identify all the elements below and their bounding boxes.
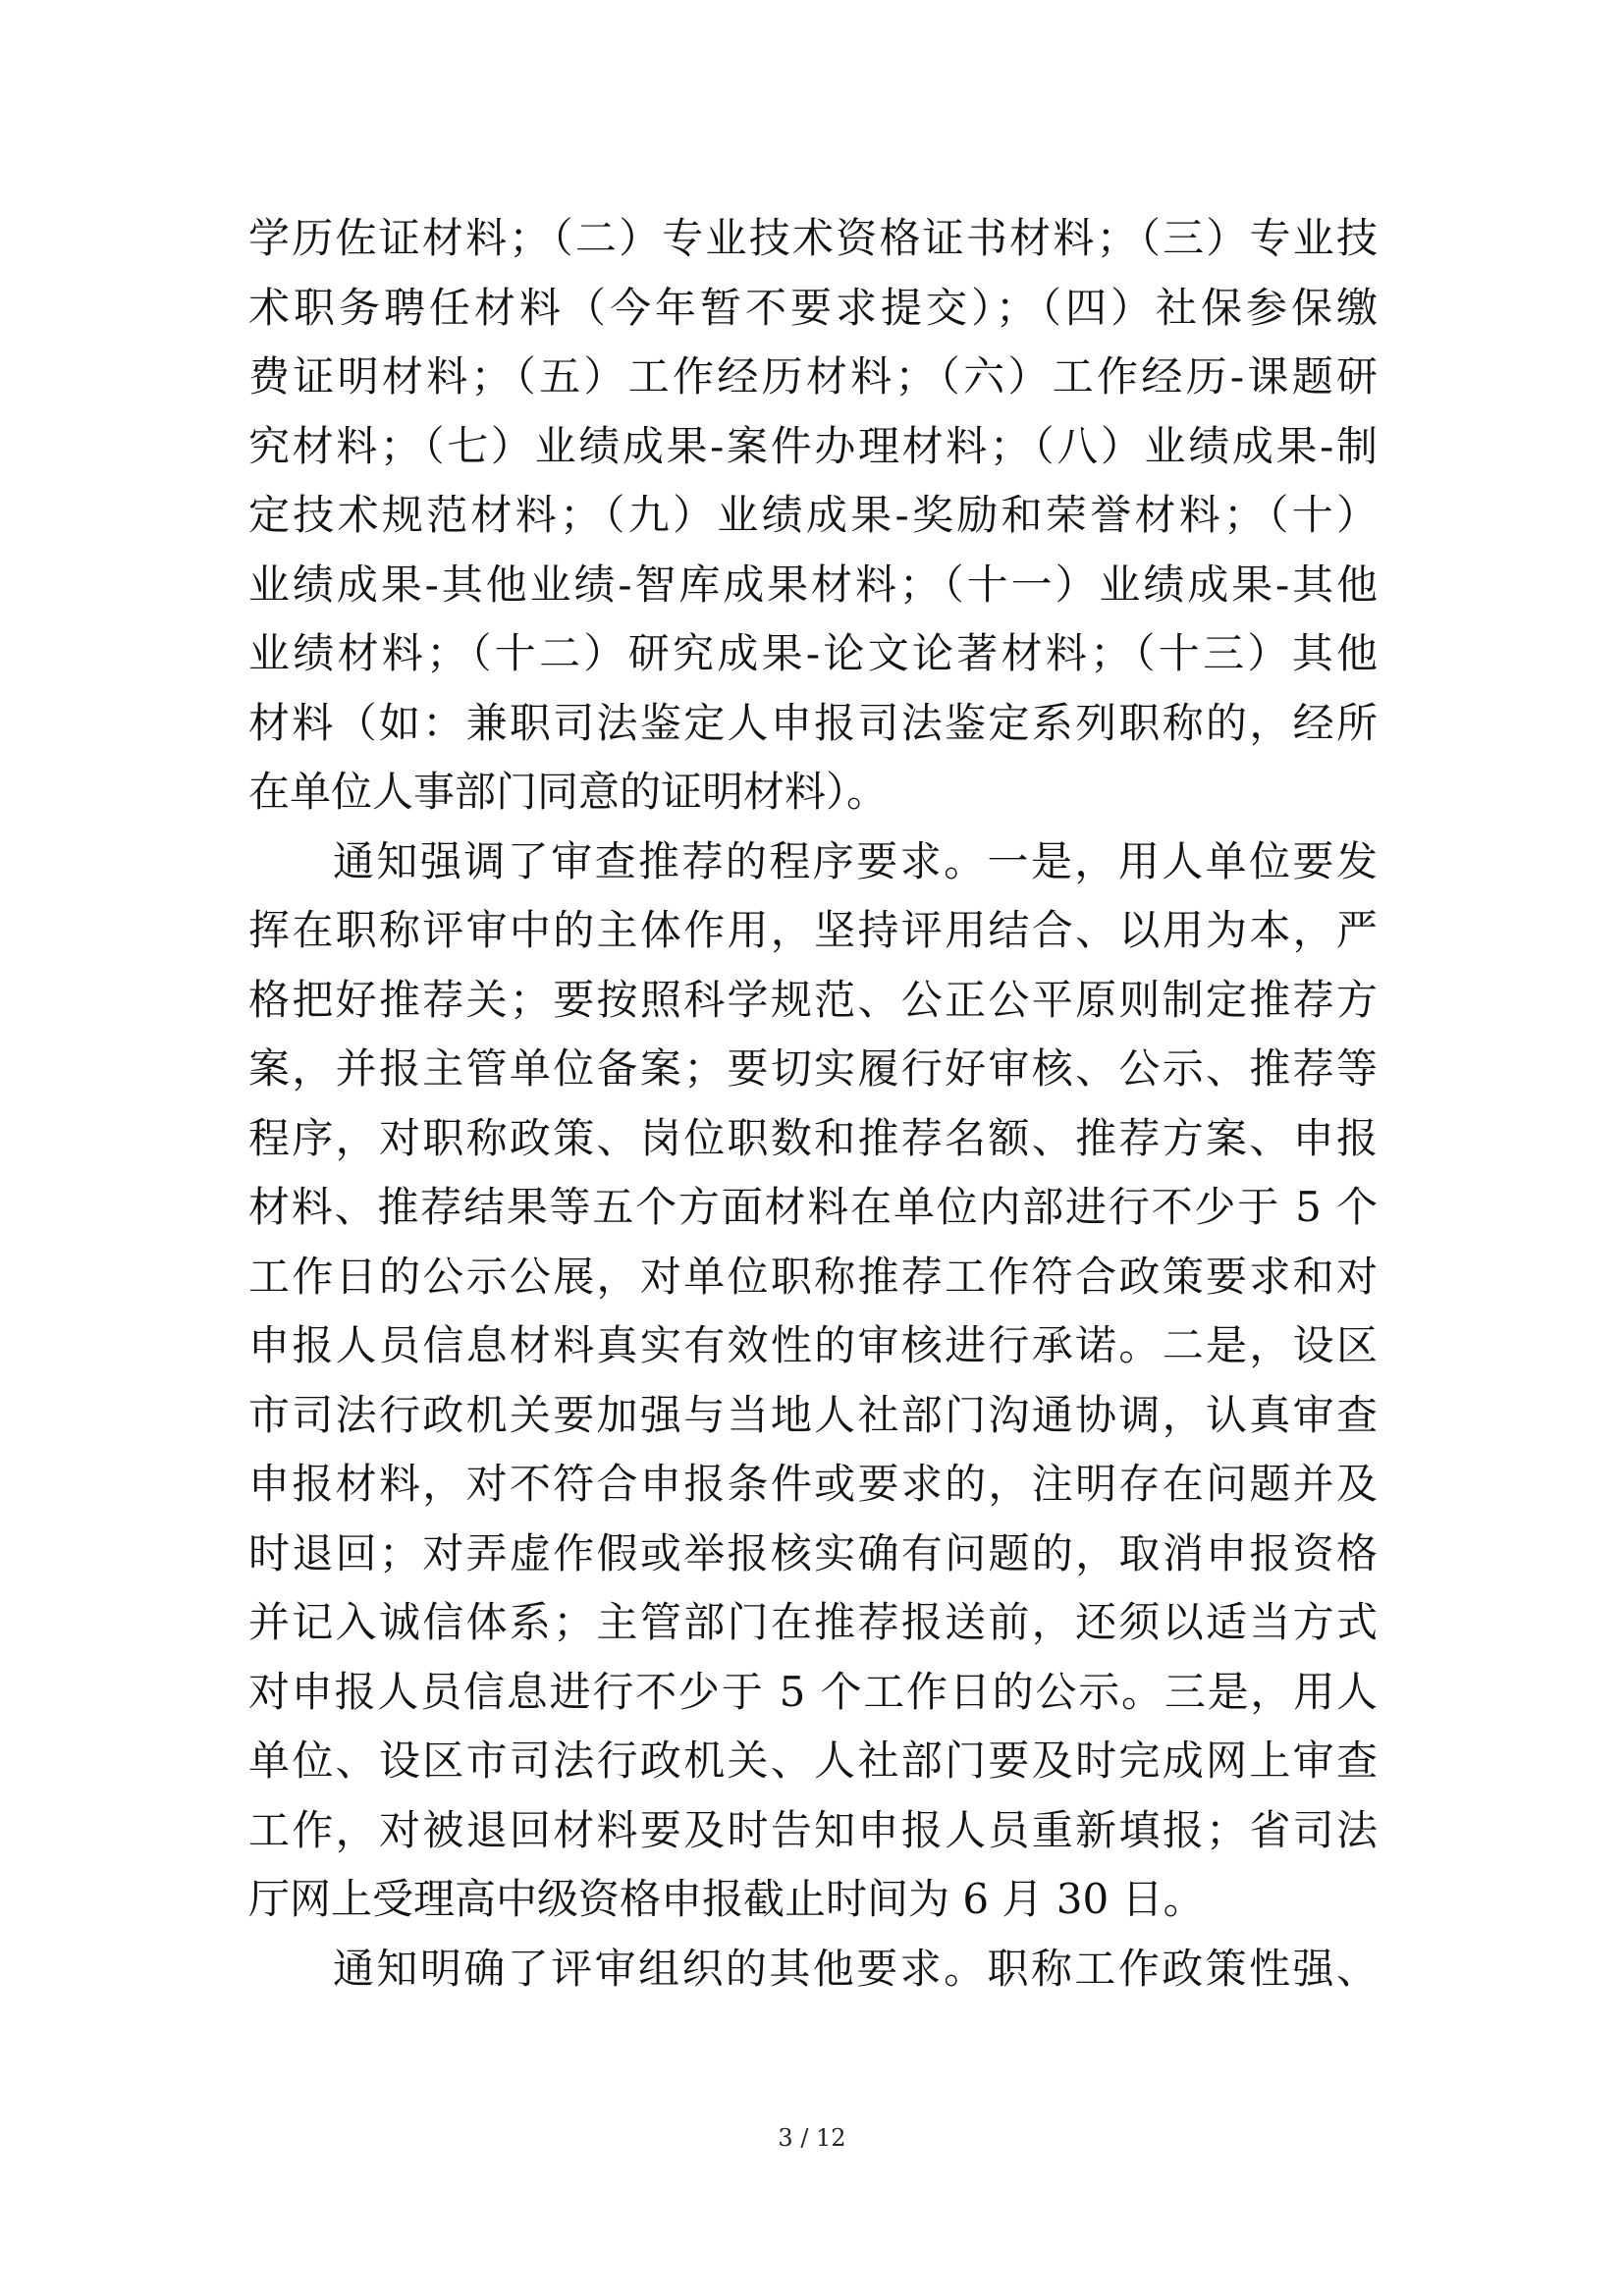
- text-line: 在单位人事部门同意的证明材料）。: [248, 768, 889, 816]
- text-line: 工作日的公示公展，对单位职称推荐工作符合政策要求和对: [248, 1252, 1378, 1301]
- text-line: 申报材料，对不符合申报条件或要求的，注明存在问题并及: [248, 1460, 1378, 1508]
- text-line: 材料（如：兼职司法鉴定人申报司法鉴定系列职称的，经所: [248, 698, 1378, 747]
- body-text: [248, 204, 1378, 2003]
- text-line: 定技术规范材料；（九）业绩成果-奖励和荣誉材料；（十）: [248, 491, 1378, 539]
- text-line: 程序，对职称政策、岗位职数和推荐名额、推荐方案、申报: [248, 1113, 1378, 1162]
- text-line: 材料、推荐结果等五个方面材料在单位内部进行不少于 5 个: [248, 1183, 1378, 1231]
- text-line: 市司法行政机关要加强与当地人社部门沟通协调，认真审查: [248, 1390, 1378, 1439]
- page-number: 3 / 12: [778, 2124, 846, 2152]
- text-line: 厅网上受理高中级资格申报截止时间为 6 月 30 日。: [248, 1875, 1205, 1923]
- text-line: 学历佐证材料；（二）专业技术资格证书材料；（三）专业技: [248, 214, 1378, 262]
- text-line: 并记入诚信体系；主管部门在推荐报送前，还须以适当方式: [248, 1598, 1378, 1646]
- text-line: 时退回；对弄虚作假或举报核实确有问题的，取消申报资格: [248, 1528, 1378, 1577]
- text-line: 申报人员信息材料真实有效性的审核进行承诺。二是，设区: [248, 1321, 1378, 1369]
- text-line: 单位、设区市司法行政机关、人社部门要及时完成网上审查: [248, 1736, 1378, 1785]
- text-line: 挥在职称评审中的主体作用，坚持评用结合、以用为本，严: [248, 906, 1378, 954]
- text-line: 格把好推荐关；要按照科学规范、公正公平原则制定推荐方: [248, 975, 1378, 1024]
- text-line: 对申报人员信息进行不少于 5 个工作日的公示。三是，用人: [248, 1667, 1378, 1716]
- text-line: 费证明材料；（五）工作经历材料；（六）工作经历-课题研: [248, 352, 1378, 400]
- paragraph-start-line: 通知强调了审查推荐的程序要求。一是，用人单位要发: [333, 836, 1378, 885]
- text-line: 究材料；（七）业绩成果-案件办理材料；（八）业绩成果-制: [248, 421, 1378, 470]
- paragraph-start-line: 通知明确了评审组织的其他要求。职称工作政策性强、: [333, 1944, 1378, 1993]
- text-line: 案，并报主管单位备案；要切实履行好审核、公示、推荐等: [248, 1044, 1378, 1093]
- text-line: 术职务聘任材料（今年暂不要求提交）；（四）社保参保缴: [248, 283, 1378, 332]
- text-line: 业绩成果-其他业绩-智库成果材料；（十一）业绩成果-其他: [248, 560, 1378, 609]
- text-line: 工作，对被退回材料要及时告知申报人员重新填报；省司法: [248, 1805, 1378, 1854]
- text-line: 业绩材料；（十二）研究成果-论文论著材料；（十三）其他: [248, 629, 1378, 677]
